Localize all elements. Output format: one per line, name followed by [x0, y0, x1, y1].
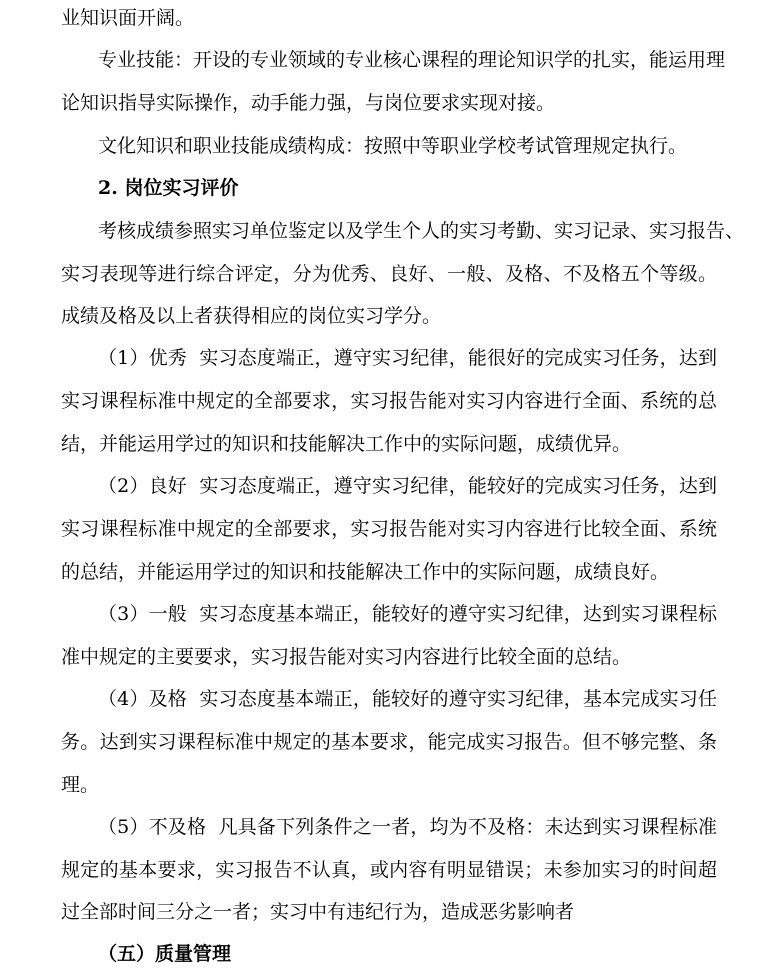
grade-average: （3）一般 实习态度基本端正，能较好的遵守实习纪律，达到实习课程标	[98, 603, 717, 625]
section-heading-quality-management: （五）质量管理	[98, 943, 232, 965]
text-line: 的总结，并能运用学过的知识和技能解决工作中的实际问题，成绩良好。	[61, 561, 670, 583]
text-line: 准中规定的主要要求，实习报告能对实习内容进行比较全面的总结。	[61, 646, 632, 668]
text-line: 理。	[61, 774, 100, 796]
text-line: 成绩及格及以上者获得相应的岗位实习学分。	[61, 305, 442, 327]
text-line: 论知识指导实际操作，动手能力强，与岗位要求实现对接。	[61, 92, 556, 114]
text-line: 业知识面开阔。	[61, 7, 195, 29]
text-line: 实习课程标准中规定的全部要求，实习报告能对实习内容进行全面、系统的总	[61, 390, 717, 412]
grade-excellent: （1）优秀 实习态度端正，遵守实习纪律，能很好的完成实习任务，达到	[98, 347, 717, 369]
text-line: 实习课程标准中规定的全部要求，实习报告能对实习内容进行比较全面、系统	[61, 518, 717, 540]
text-line: 过全部时间三分之一者；实习中有违纪行为，造成恶劣影响者	[61, 901, 575, 923]
text-line: 结，并能运用学过的知识和技能解决工作中的实际问题，成绩优异。	[61, 433, 632, 455]
text-line: 务。达到实习课程标准中规定的基本要求，能完成实习报告。但不够完整、条	[61, 731, 717, 753]
paragraph-professional-skills: 专业技能：开设的专业领域的专业核心课程的理论知识学的扎实，能运用理	[98, 49, 726, 71]
grade-fail: （5）不及格 凡具备下列条件之一者，均为不及格：未达到实习课程标准	[98, 816, 717, 838]
paragraph-grade-composition: 文化知识和职业技能成绩构成：按照中等职业学校考试管理规定执行。	[98, 135, 688, 157]
grade-good: （2）良好 实习态度端正，遵守实习纪律，能较好的完成实习任务，达到	[98, 475, 717, 497]
grade-pass: （4）及格 实习态度基本端正，能较好的遵守实习纪律，基本完成实习任	[98, 688, 717, 710]
section-heading-internship-evaluation: 2. 岗位实习评价	[98, 177, 239, 199]
paragraph-assessment-intro: 考核成绩参照实习单位鉴定以及学生个人的实习考勤、实习记录、实习报告、	[98, 220, 745, 242]
text-line: 规定的基本要求，实习报告不认真，或内容有明显错误；未参加实习的时间超	[61, 859, 717, 881]
text-line: 实习表现等进行综合评定，分为优秀、良好、一般、及格、不及格五个等级。	[61, 263, 717, 285]
